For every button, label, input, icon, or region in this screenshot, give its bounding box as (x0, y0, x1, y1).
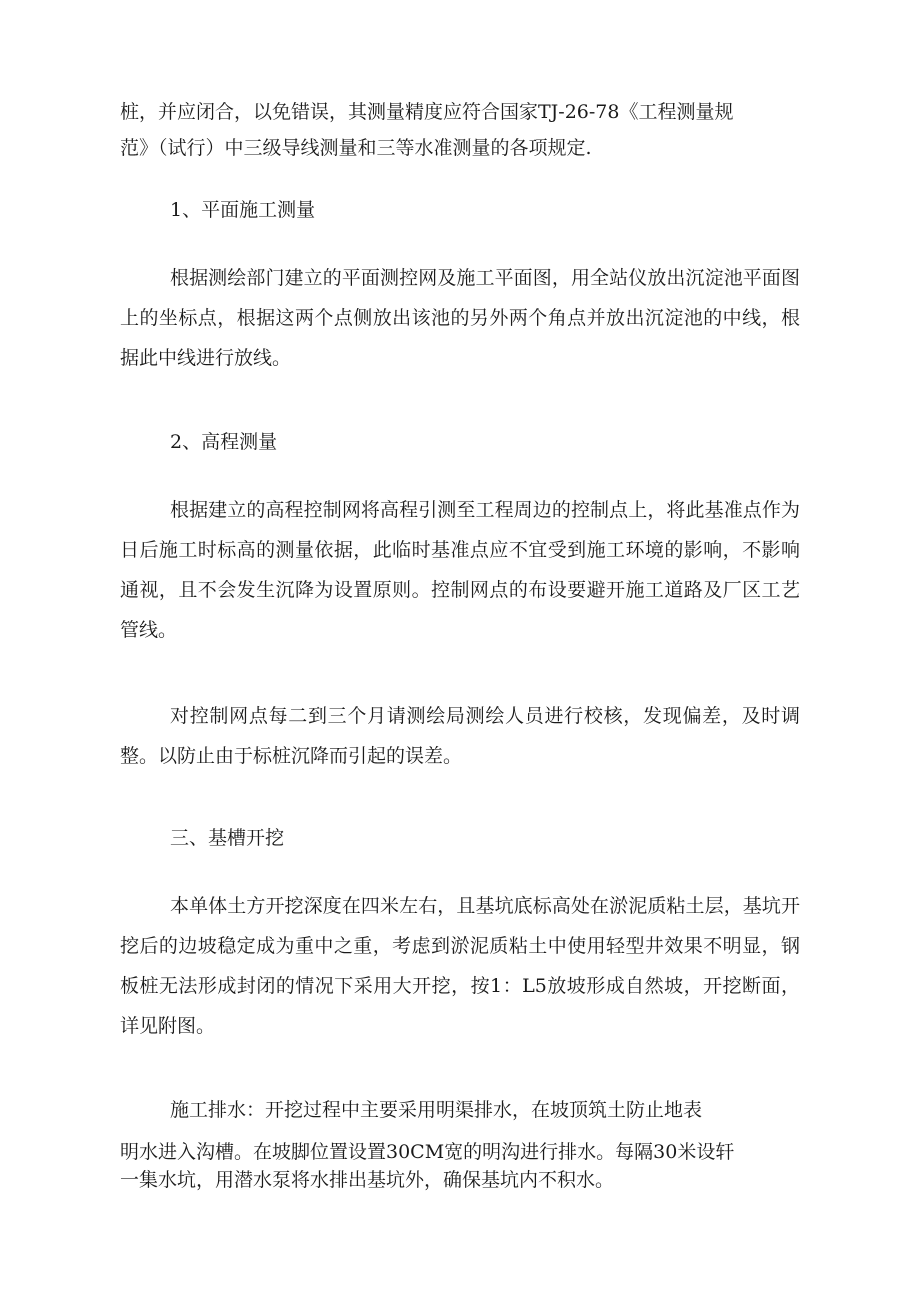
section-heading: 三、基槽开挖 (170, 827, 285, 849)
paragraph-line: 施工排水：开挖过程中主要采用明渠排水，在坡顶筑土防止地表 (170, 1099, 703, 1121)
paragraph-line: 桩，并应闭合，以免错误，其测量精度应符合国家TJ-26-78《工程测量规 (120, 101, 734, 123)
paragraph: 根据测绘部门建立的平面测控网及施工平面图，用全站仪放出沉淀池平面图上的坐标点，根据这两个点侧放出该池的另外两个角点并放出沉淀池的中线，根据此中线进行放线。 (120, 267, 800, 369)
paragraph-line: 范》（试行）中三级导线测量和三等水准测量的各项规定. (120, 137, 592, 159)
section-heading: 1、平面施工测量 (170, 199, 316, 221)
paragraph: 本单体土方开挖深度在四米左右，且基坑底标高处在淤泥质粘土层，基坑开挖后的边坡稳定成为重中之重，考虑到淤泥质粘土中使用轻型井效果不明显，钢板桩无法形成封闭的情况下采用大开挖，按1：L5放坡形成自然坡，开挖断面，详见附图。 (120, 895, 800, 1037)
paragraph: 对控制网点每二到三个月请测绘局测绘人员进行校核，发现偏差，及时调整。以防止由于标桩沉降而引起的误差。 (120, 705, 800, 767)
paragraph: 根据建立的高程控制网将高程引测至工程周边的控制点上，将此基准点作为日后施工时标高的测量依据，此临时基准点应不宜受到施工环境的影响，不影响通视，且不会发生沉降为设置原则。控制网点的布设要避开施工道路及厂区工艺管线。 (120, 499, 800, 641)
paragraph-line: 明水进入沟槽。在坡脚位置设置30CM宽的明沟进行排水。每隔30米设轩 (120, 1141, 735, 1163)
section-heading: 2、高程测量 (170, 431, 278, 453)
paragraph-line: 一集水坑，用潜水泵将水排出基坑外，确保基坑内不积水。 (120, 1169, 615, 1191)
